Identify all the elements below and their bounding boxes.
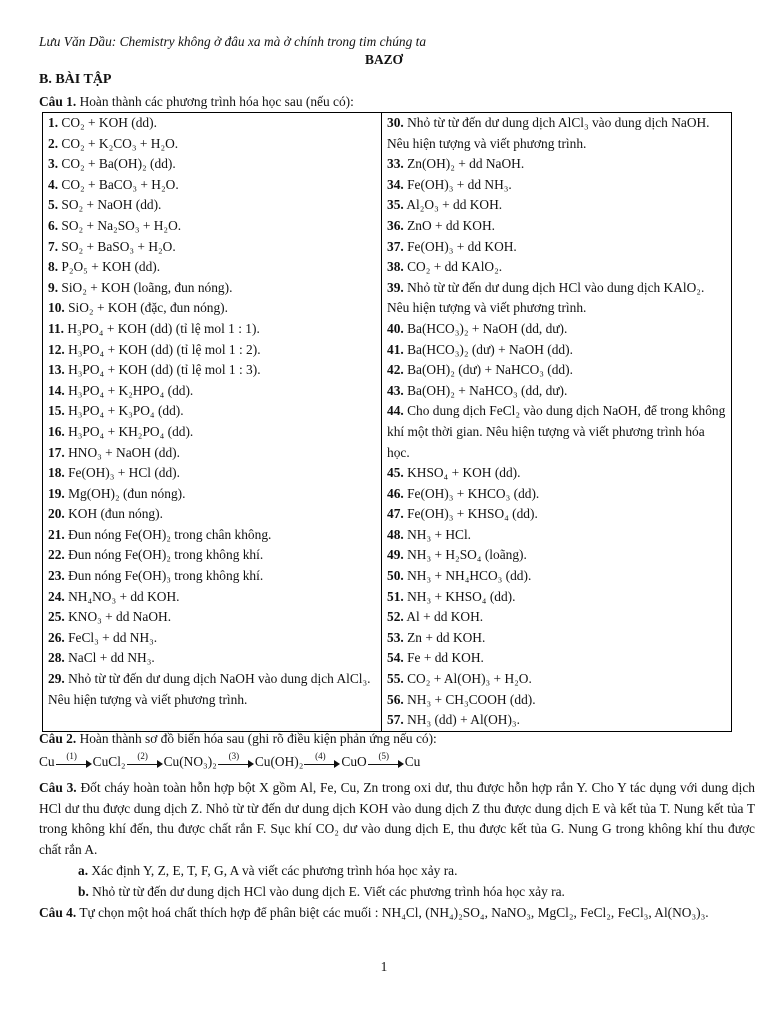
question-4-text: Tự chọn một hoá chất thích hợp để phân biệt các muối : NH₄Cl, (NH₄)₂SO₄, NaNO₃, MgCl₂, FeCl₂, FeCl₃, Al(NO₃)₃. (76, 905, 709, 920)
exercise-text: CO₂ + BaCO₃ + H₂O. (58, 176, 179, 192)
exercise-text: CO₂ + dd KAlO₂. (403, 259, 503, 275)
exercise-text: P₂O₅ + KOH (dd). (58, 259, 161, 275)
exercise-number: 22. (48, 547, 65, 563)
exercise-text: NH₃ (dd) + Al(OH)₃. (403, 712, 520, 728)
reaction-step-label: (5) (378, 750, 389, 761)
exercise-item (48, 443, 378, 464)
question-3-part-a (78, 861, 758, 882)
exercise-text: NH₃ + KHSO₄ (dd). (403, 588, 516, 604)
question-3-part-b-text: Nhỏ từ từ đến dư dung dịch HCl vào dung dịch E. Viết các phương trình hóa học xảy ra. (88, 884, 565, 899)
exercise-text: Fe(OH)₃ + dd KOH. (403, 238, 517, 254)
exercise-number: 39. (387, 279, 404, 295)
exercise-number: 11. (48, 320, 64, 336)
reaction-arrow (127, 750, 163, 771)
exercise-text: H₃PO₄ + KOH (dd) (tỉ lệ mol 1 : 1). (64, 320, 260, 336)
question-2-lead: Câu 2. (39, 731, 77, 746)
reaction-step-label: (3) (228, 750, 240, 761)
page-header: Lưu Văn Dầu: Chemistry không ở đâu xa mà ở chính trong tim chúng ta (39, 34, 427, 49)
exercise-item (48, 298, 378, 319)
exercise-text: Ba(OH)₂ + NaHCO₃ (dd, dư). (403, 382, 568, 398)
exercise-text: KHSO₄ + KOH (dd). (403, 465, 521, 481)
scheme-species: Cu (404, 753, 421, 769)
exercise-item (387, 484, 728, 505)
exercise-number: 46. (387, 485, 404, 501)
exercise-number: 19. (48, 485, 65, 501)
exercise-text: Zn + dd KOH. (403, 629, 486, 645)
exercise-number: 38. (387, 259, 404, 275)
exercise-text: SO₂ + Na₂SO₃ + H₂O. (58, 217, 182, 233)
question-4 (39, 903, 755, 924)
exercise-item (48, 422, 378, 443)
exercise-text: NH₃ + HCl. (403, 526, 472, 542)
exercise-item (387, 545, 728, 566)
scheme-species: Cu (39, 753, 55, 769)
exercise-item (387, 278, 728, 319)
exercise-item (48, 113, 378, 134)
exercise-item (48, 319, 378, 340)
exercise-item (48, 566, 378, 587)
exercise-text: FeCl₃ + dd NH₃. (64, 629, 158, 645)
exercise-item (387, 195, 728, 216)
exercise-text: Fe + dd KOH. (403, 650, 484, 666)
exercise-text: Fe(OH)₃ + KHCO₃ (dd). (403, 485, 540, 501)
page-number: 1 (380, 959, 388, 974)
exercise-item (387, 669, 728, 690)
exercise-item (48, 504, 378, 525)
exercise-text: SO₂ + NaOH (dd). (58, 197, 162, 213)
question-3-lead: Câu 3. (39, 780, 77, 795)
exercise-number: 14. (48, 382, 65, 398)
exercise-item (48, 257, 378, 278)
exercise-text: Đun nóng Fe(OH)₂ trong chân không. (64, 526, 272, 542)
exercise-text: CO₂ + Ba(OH)₂ (dd). (58, 156, 176, 172)
exercise-number: 6. (48, 217, 59, 233)
exercise-text: Al + dd KOH. (403, 609, 484, 625)
exercise-text: H₃PO₄ + KOH (dd) (tỉ lệ mol 1 : 3). (64, 362, 261, 378)
exercise-item (387, 360, 728, 381)
exercise-text: NH₄NO₃ + dd KOH. (64, 588, 180, 604)
exercise-text: ZnO + dd KOH. (403, 217, 495, 233)
exercise-number: 43. (387, 382, 404, 398)
exercise-item (48, 648, 378, 669)
exercise-number: 23. (48, 568, 65, 584)
exercise-number: 48. (387, 526, 404, 542)
exercise-column-left (43, 113, 382, 732)
exercise-item (387, 237, 728, 258)
exercise-text: Đun nóng Fe(OH)₃ trong không khí. (64, 568, 264, 584)
exercise-item (48, 175, 378, 196)
exercise-number: 1. (48, 115, 59, 130)
exercise-item (387, 319, 728, 340)
exercise-item (387, 340, 728, 361)
exercise-item (48, 401, 378, 422)
document-title: BAZƠ (365, 52, 403, 67)
exercise-item (48, 154, 378, 175)
exercise-number: 44. (387, 403, 404, 419)
exercise-number: 54. (387, 650, 404, 666)
reaction-arrow (218, 750, 254, 771)
exercise-text: Nhỏ từ từ đến dư dung dịch HCl vào dung dịch KAlO₂. Nêu hiện tượng và viết phương trình. (387, 279, 705, 316)
exercise-item (48, 587, 378, 608)
exercise-number: 7. (48, 238, 59, 254)
exercise-number: 17. (48, 444, 65, 460)
transformation-scheme (39, 751, 420, 777)
exercise-number: 37. (387, 238, 404, 254)
exercise-item (48, 484, 378, 505)
exercise-item (387, 587, 728, 608)
exercise-item (387, 463, 728, 484)
exercise-text: Cho dung dịch FeCl₂ vào dung dịch NaOH, để trong không khí một thời gian. Nêu hiện tượng và viết phương trình hóa học. (387, 403, 726, 460)
exercise-text: NH₃ + H₂SO₄ (loãng). (403, 547, 527, 563)
exercise-text: Fe(OH)₃ + HCl (dd). (64, 465, 180, 481)
exercise-number: 21. (48, 526, 65, 542)
exercise-number: 52. (387, 609, 404, 625)
exercise-number: 10. (48, 300, 65, 316)
exercise-column-right (382, 113, 732, 732)
exercise-text: Fe(OH)₃ + dd NH₃. (403, 176, 512, 192)
exercise-text: H₃PO₄ + K₂HPO₄ (dd). (64, 382, 194, 398)
exercise-text: Đun nóng Fe(OH)₂ trong không khí. (64, 547, 264, 563)
exercise-number: 41. (387, 341, 404, 357)
question-1 (39, 92, 354, 113)
exercise-text: SiO₂ + KOH (loãng, đun nóng). (58, 279, 233, 295)
section-heading: B. BÀI TẬP (39, 72, 112, 87)
exercise-item (387, 175, 728, 196)
exercise-item (387, 504, 728, 525)
exercise-item (48, 195, 378, 216)
exercise-item (48, 237, 378, 258)
exercise-number: 49. (387, 547, 404, 563)
exercise-text: Al₂O₃ + dd KOH. (403, 197, 503, 213)
exercise-number: 3. (48, 156, 59, 172)
reaction-step-label: (1) (66, 750, 77, 761)
exercise-text: CO₂ + K₂CO₃ + H₂O. (58, 135, 179, 151)
exercise-text: Nhỏ từ từ đến dư dung dịch AlCl₃ vào dung dịch NaOH. Nêu hiện tượng và viết phương trình. (387, 115, 710, 151)
exercise-text: H₃PO₄ + K₃PO₄ (dd). (64, 403, 184, 419)
question-1-lead: Câu 1. (39, 94, 77, 109)
exercise-item (48, 134, 378, 155)
exercise-number: 2. (48, 135, 59, 151)
exercise-number: 29. (48, 671, 65, 687)
exercise-number: 33. (387, 156, 404, 172)
exercise-number: 50. (387, 568, 404, 584)
exercise-number: 55. (387, 671, 404, 687)
exercise-number: 20. (48, 506, 65, 522)
exercise-item (48, 340, 378, 361)
exercise-item (387, 710, 728, 731)
exercise-item (387, 628, 728, 649)
question-3-part-b-lead: b. (78, 884, 89, 899)
exercise-item (48, 463, 378, 484)
exercise-item (48, 216, 378, 237)
exercise-number: 13. (48, 362, 65, 378)
exercise-item (48, 545, 378, 566)
exercise-number: 35. (387, 197, 404, 213)
exercise-number: 26. (48, 629, 65, 645)
question-3-part-a-lead: a. (78, 863, 89, 878)
exercise-text: Ba(HCO₃)₂ + NaOH (dd, dư). (403, 320, 568, 336)
exercise-number: 42. (387, 362, 404, 378)
exercise-item (387, 607, 728, 628)
exercise-text: NH₃ + NH₄HCO₃ (dd). (403, 568, 532, 584)
exercise-text: Mg(OH)₂ (đun nóng). (64, 485, 186, 501)
exercise-number: 51. (387, 588, 404, 604)
exercise-text: KOH (đun nóng). (64, 506, 163, 522)
exercise-item (48, 360, 378, 381)
exercise-text: H₃PO₄ + KOH (dd) (tỉ lệ mol 1 : 2). (64, 341, 261, 357)
exercise-item (387, 690, 728, 711)
exercise-text: KNO₃ + dd NaOH. (64, 609, 172, 625)
question-4-lead: Câu 4. (39, 905, 77, 920)
question-1-text: Hoàn thành các phương trình hóa học sau (nếu có): (76, 94, 354, 109)
exercise-number: 57. (387, 712, 404, 728)
exercise-number: 28. (48, 650, 65, 666)
exercise-item (48, 669, 378, 710)
exercise-text: NaCl + dd NH₃. (64, 650, 155, 666)
exercise-item (48, 381, 378, 402)
question-2-text: Hoàn thành sơ đồ biến hóa sau (ghi rõ điều kiện phản ứng nếu có): (76, 731, 437, 746)
question-2 (39, 729, 437, 750)
scheme-species: Cu(NO₃)₂ (163, 753, 217, 769)
exercise-number: 8. (48, 259, 59, 275)
exercise-number: 30. (387, 115, 404, 130)
exercise-item (387, 648, 728, 669)
exercise-item (48, 607, 378, 628)
question-3-text: Đốt cháy hoàn toàn hỗn hợp bột X gồm Al, Fe, Cu, Zn trong oxi dư, thu được hỗn hợp rắn Y. Cho Y tác dụng với dung dịch HCl dư thu được dung dịch Z. Nhỏ từ từ đến dư dung dịch KOH vào dung dịch Z thu được dung dịch E và kết tủa T. Nung kết tủa T trong không khí đến, thu được chất rắn F. Sục khí CO₂ dư vào dung dịch E, thu được kết tủa G. Nung G trong không khí thu được chất rắn A. (39, 780, 755, 857)
exercise-number: 45. (387, 465, 404, 481)
question-3 (39, 778, 755, 860)
exercise-text: NH₃ + CH₃COOH (dd). (403, 691, 536, 707)
exercise-text: HNO₃ + NaOH (dd). (64, 444, 180, 460)
exercise-item (387, 257, 728, 278)
exercise-number: 24. (48, 588, 65, 604)
exercise-number: 12. (48, 341, 65, 357)
question-3-part-a-text: Xác định Y, Z, E, T, F, G, A và viết các phương trình hóa học xảy ra. (88, 863, 458, 878)
exercise-number: 25. (48, 609, 65, 625)
exercise-item (387, 381, 728, 402)
exercise-item (387, 566, 728, 587)
exercise-number: 47. (387, 506, 404, 522)
exercise-number: 53. (387, 629, 404, 645)
exercise-text: SO₂ + BaSO₃ + H₂O. (58, 238, 176, 254)
exercise-number: 18. (48, 465, 65, 481)
scheme-species: Cu(OH)₂ (254, 753, 304, 769)
exercise-item (387, 113, 728, 154)
reaction-arrow (304, 750, 340, 771)
scheme-species: CuO (341, 753, 367, 769)
exercise-item (387, 216, 728, 237)
reaction-step-label: (4) (315, 750, 326, 761)
exercise-number: 9. (48, 279, 59, 295)
exercise-text: Fe(OH)₃ + KHSO₄ (dd). (403, 506, 538, 522)
exercise-text: H₃PO₄ + KH₂PO₄ (dd). (64, 423, 194, 439)
exercise-item (48, 628, 378, 649)
exercise-number: 5. (48, 197, 59, 213)
reaction-arrow (368, 750, 404, 771)
exercise-table (42, 112, 732, 732)
exercise-item (48, 525, 378, 546)
exercise-text: CO₂ + KOH (dd). (58, 115, 157, 130)
exercise-item (387, 525, 728, 546)
exercise-text: Zn(OH)₂ + dd NaOH. (403, 156, 525, 172)
exercise-number: 40. (387, 320, 404, 336)
exercise-number: 36. (387, 217, 404, 233)
exercise-text: Nhỏ từ từ đến dư dung dịch NaOH vào dung dịch AlCl₃. Nêu hiện tượng và viết phương trình. (48, 671, 371, 707)
exercise-number: 4. (48, 176, 59, 192)
exercise-number: 15. (48, 403, 65, 419)
exercise-text: SiO₂ + KOH (đặc, đun nóng). (64, 300, 228, 316)
exercise-text: CO₂ + Al(OH)₃ + H₂O. (403, 671, 532, 687)
scheme-species: CuCl₂ (92, 753, 126, 769)
reaction-arrow (56, 750, 92, 771)
exercise-number: 34. (387, 176, 404, 192)
exercise-text: Ba(OH)₂ (dư) + NaHCO₃ (dd). (403, 362, 573, 378)
exercise-text: Ba(HCO₃)₂ (dư) + NaOH (dd). (403, 341, 573, 357)
exercise-number: 56. (387, 691, 404, 707)
exercise-item (48, 278, 378, 299)
exercise-item (387, 154, 728, 175)
question-3-part-b (78, 882, 758, 903)
exercise-item (387, 401, 728, 463)
reaction-step-label: (2) (137, 750, 148, 761)
exercise-number: 16. (48, 423, 65, 439)
